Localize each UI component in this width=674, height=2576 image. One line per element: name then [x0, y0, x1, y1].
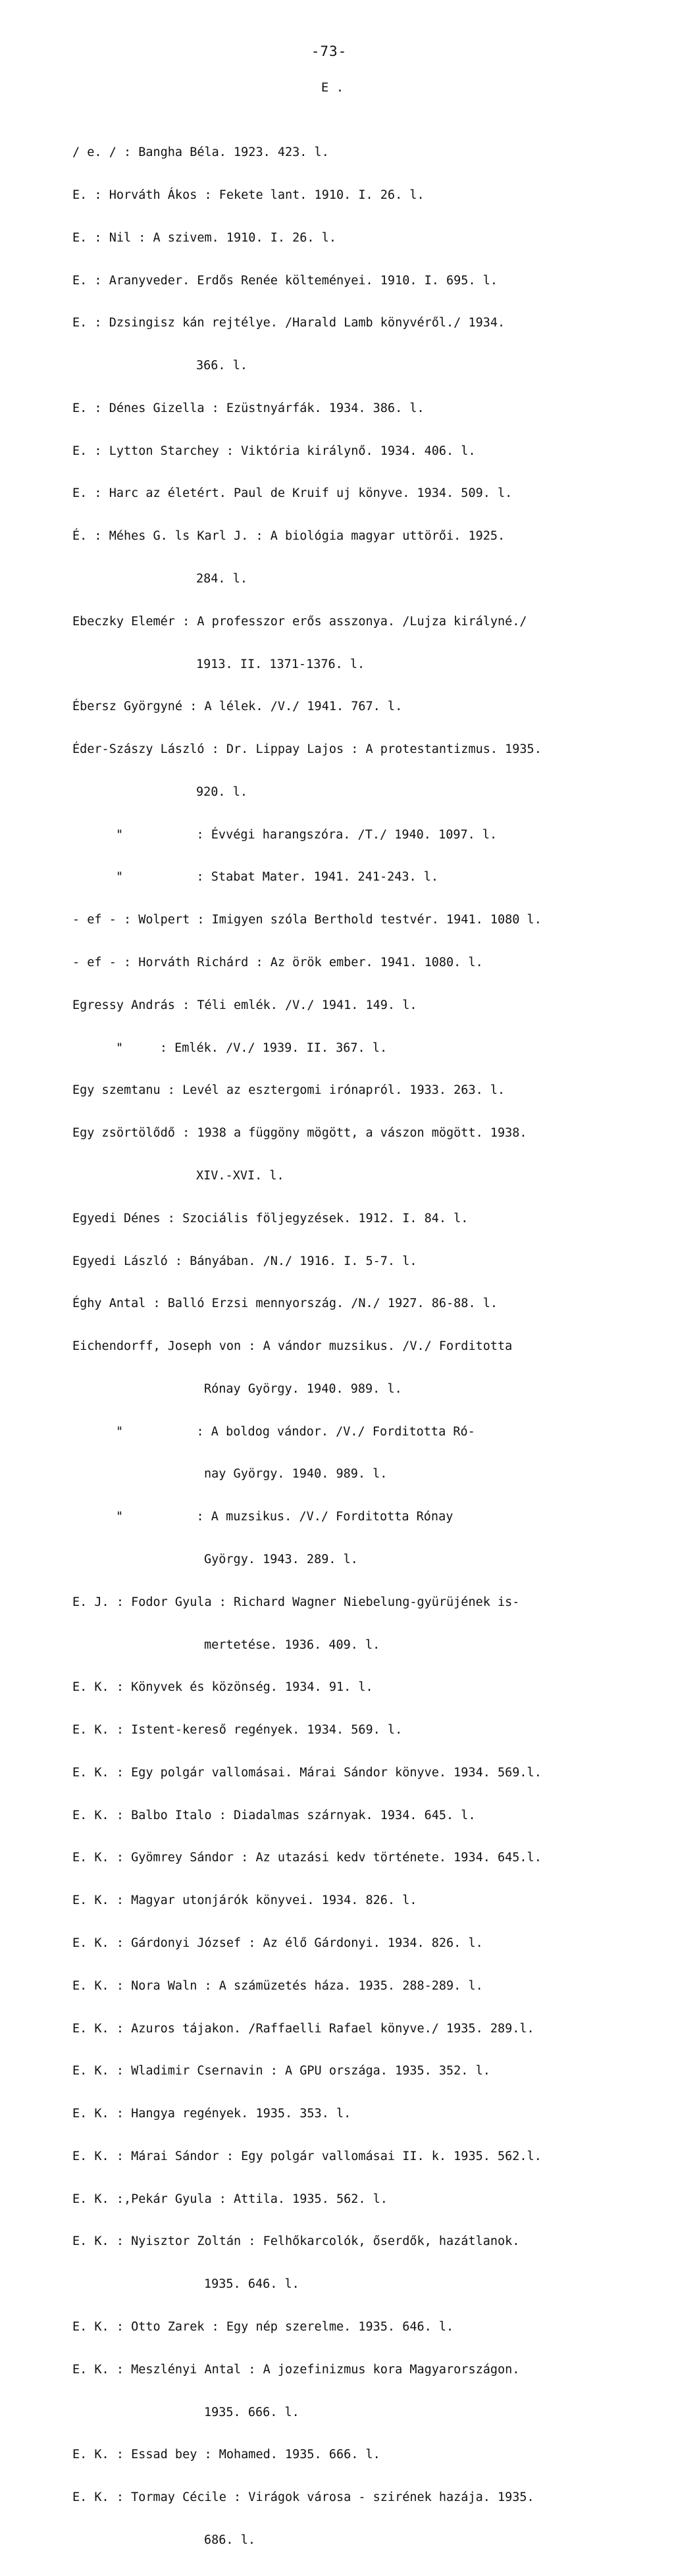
page-number: -73- — [311, 43, 348, 59]
section-letter: E . — [321, 80, 344, 95]
entry-line: E. : Lytton Starchey : Viktória királynő. 1934. 406. l. — [72, 444, 476, 458]
entry-line: E. K. : Könyvek és közönség. 1934. 91. l. — [72, 1680, 373, 1695]
entry-line: E. K. : Essad bey : Mohamed. 1935. 666. l. — [72, 2448, 380, 2462]
entry-line: E. : Horváth Ákos : Fekete lant. 1910. I. 26. l. — [72, 188, 425, 202]
entry-line: Egyedi László : Bányában. /N./ 1916. I. 5-7. l. — [72, 1254, 417, 1268]
entry-continuation: 1935. 646. l. — [204, 2277, 299, 2292]
entry-line: E. J. : Fodor Gyula : Richard Wagner Niebelung-gyürüjének is- — [72, 1595, 520, 1609]
entry-line: É. : Méhes G. ls Karl J. : A biológia magyar uttörői. 1925. — [72, 529, 506, 544]
entry-line: / e. / : Bangha Béla. 1923. 423. l. — [72, 145, 329, 160]
entry-ditto-line: " : Emlék. /V./ 1939. II. 367. l. — [116, 1041, 388, 1055]
entry-ditto-line: " : Évvégi harangszóra. /T./ 1940. 1097. l. — [116, 827, 498, 842]
entry-continuation: 1913. II. 1371-1376. l. — [196, 657, 365, 671]
entry-continuation: 1935. 666. l. — [204, 2405, 299, 2419]
entry-continuation: XIV.-XVI. l. — [196, 1168, 284, 1183]
entry-line: E. K. : Gárdonyi József : Az élő Gárdonyi. 1934. 826. l. — [72, 1936, 483, 1950]
entry-continuation: György. 1943. 289. l. — [204, 1552, 358, 1566]
entry-line: E. K. : Nora Waln : A számüzetés háza. 1935. 288-289. l. — [72, 1978, 483, 1993]
entry-line: E. K. : Otto Zarek : Egy nép szerelme. 1935. 646. l. — [72, 2320, 454, 2334]
entry-line: E. : Dzsingisz kán rejtélye. /Harald Lamb könyvéről./ 1934. — [72, 316, 506, 330]
entry-continuation: Rónay György. 1940. 989. l. — [204, 1381, 402, 1396]
entry-line: Egressy András : Téli emlék. /V./ 1941. 149. l. — [72, 998, 417, 1012]
entry-continuation: nay György. 1940. 989. l. — [204, 1467, 388, 1481]
entry-line: Ebeczky Elemér : A professzor erős asszonya. /Lujza királyné./ — [72, 614, 527, 629]
entry-line: Éghy Antal : Balló Erzsi mennyország. /N./ 1927. 86-88. l. — [72, 1297, 498, 1311]
entry-line: Egy zsörtölődő : 1938 a függöny mögött, a vászon mögött. 1938. — [72, 1126, 527, 1141]
entry-line: E. K. : Hangya regények. 1935. 353. l. — [72, 2107, 351, 2121]
entry-line: E. K. :,Pekár Gyula : Attila. 1935. 562. l. — [72, 2192, 388, 2206]
entry-line: E. K. : Márai Sándor : Egy polgár vallomásai II. k. 1935. 562.l. — [72, 2149, 542, 2163]
entry-line: E. K. : Gyömrey Sándor : Az utazási kedv története. 1934. 645.l. — [72, 1851, 542, 1865]
entry-line: Ébersz Györgyné : A lélek. /V./ 1941. 767. l. — [72, 700, 403, 714]
entry-line: E. : Harc az életért. Paul de Kruif uj könyve. 1934. 509. l. — [72, 486, 513, 501]
entry-line: E. K. : Azuros tájakon. /Raffaelli Rafael könyve./ 1935. 289.l. — [72, 2021, 534, 2036]
entry-continuation: mertetése. 1936. 409. l. — [204, 1637, 380, 1652]
entry-continuation: 686. l. — [204, 2533, 255, 2547]
bibliography-list — [72, 117, 658, 2576]
entry-line: E. K. : Meszlényi Antal : A jozefinizmus kora Magyarországon. — [72, 2362, 520, 2377]
entry-line: E. K. : Nyisztor Zoltán : Felhőkarcolók, őserdők, hazátlanok. — [72, 2234, 520, 2249]
entry-line: Éder-Szászy László : Dr. Lippay Lajos : A protestantizmus. 1935. — [72, 742, 542, 757]
entry-line: E. K. : Magyar utonjárók könyvei. 1934. 826. l. — [72, 1893, 417, 1908]
entry-line: Egy szemtanu : Levél az esztergomi irónapról. 1933. 263. l. — [72, 1083, 506, 1098]
entry-ditto-line: " : Stabat Mater. 1941. 241-243. l. — [116, 870, 439, 885]
entry-line: - ef - : Wolpert : Imigyen szóla Berthold testvér. 1941. 1080 l. — [72, 913, 542, 927]
entry-line: Eichendorff, Joseph von : A vándor muzsikus. /V./ Forditotta — [72, 1339, 513, 1354]
entry-line: E. : Aranyveder. Erdős Renée költeményei. 1910. I. 695. l. — [72, 273, 498, 288]
entry-continuation: 920. l. — [196, 785, 247, 799]
entry-line: E. K. : Tormay Cécile : Virágok városa - szirének hazája. 1935. — [72, 2490, 534, 2505]
entry-line: E. K. : Egy polgár vallomásai. Márai Sándor könyve. 1934. 569.l. — [72, 1765, 542, 1780]
entry-line: E. K. : Istent-kereső regények. 1934. 569. l. — [72, 1723, 403, 1738]
entry-line: E. : Nil : A szivem. 1910. I. 26. l. — [72, 230, 336, 245]
entry-ditto-line: " : A boldog vándor. /V./ Forditotta Ró- — [116, 1424, 475, 1439]
entry-line: Egyedi Dénes : Szociális följegyzések. 1912. I. 84. l. — [72, 1211, 469, 1225]
entry-line: - ef - : Horváth Richárd : Az örök ember. 1941. 1080. l. — [72, 956, 483, 970]
entry-line: E. : Dénes Gizella : Ezüstnyárfák. 1934. 386. l. — [72, 401, 425, 415]
entry-line: E. K. : Wladimir Csernavin : A GPU országa. 1935. 352. l. — [72, 2064, 490, 2078]
entry-line: E. K. : Balbo Italo : Diadalmas szárnyak. 1934. 645. l. — [72, 1808, 476, 1822]
entry-continuation: 366. l. — [196, 359, 247, 373]
entry-ditto-line: " : A muzsikus. /V./ Forditotta Rónay — [116, 1510, 454, 1524]
entry-continuation: 284. l. — [196, 572, 247, 586]
